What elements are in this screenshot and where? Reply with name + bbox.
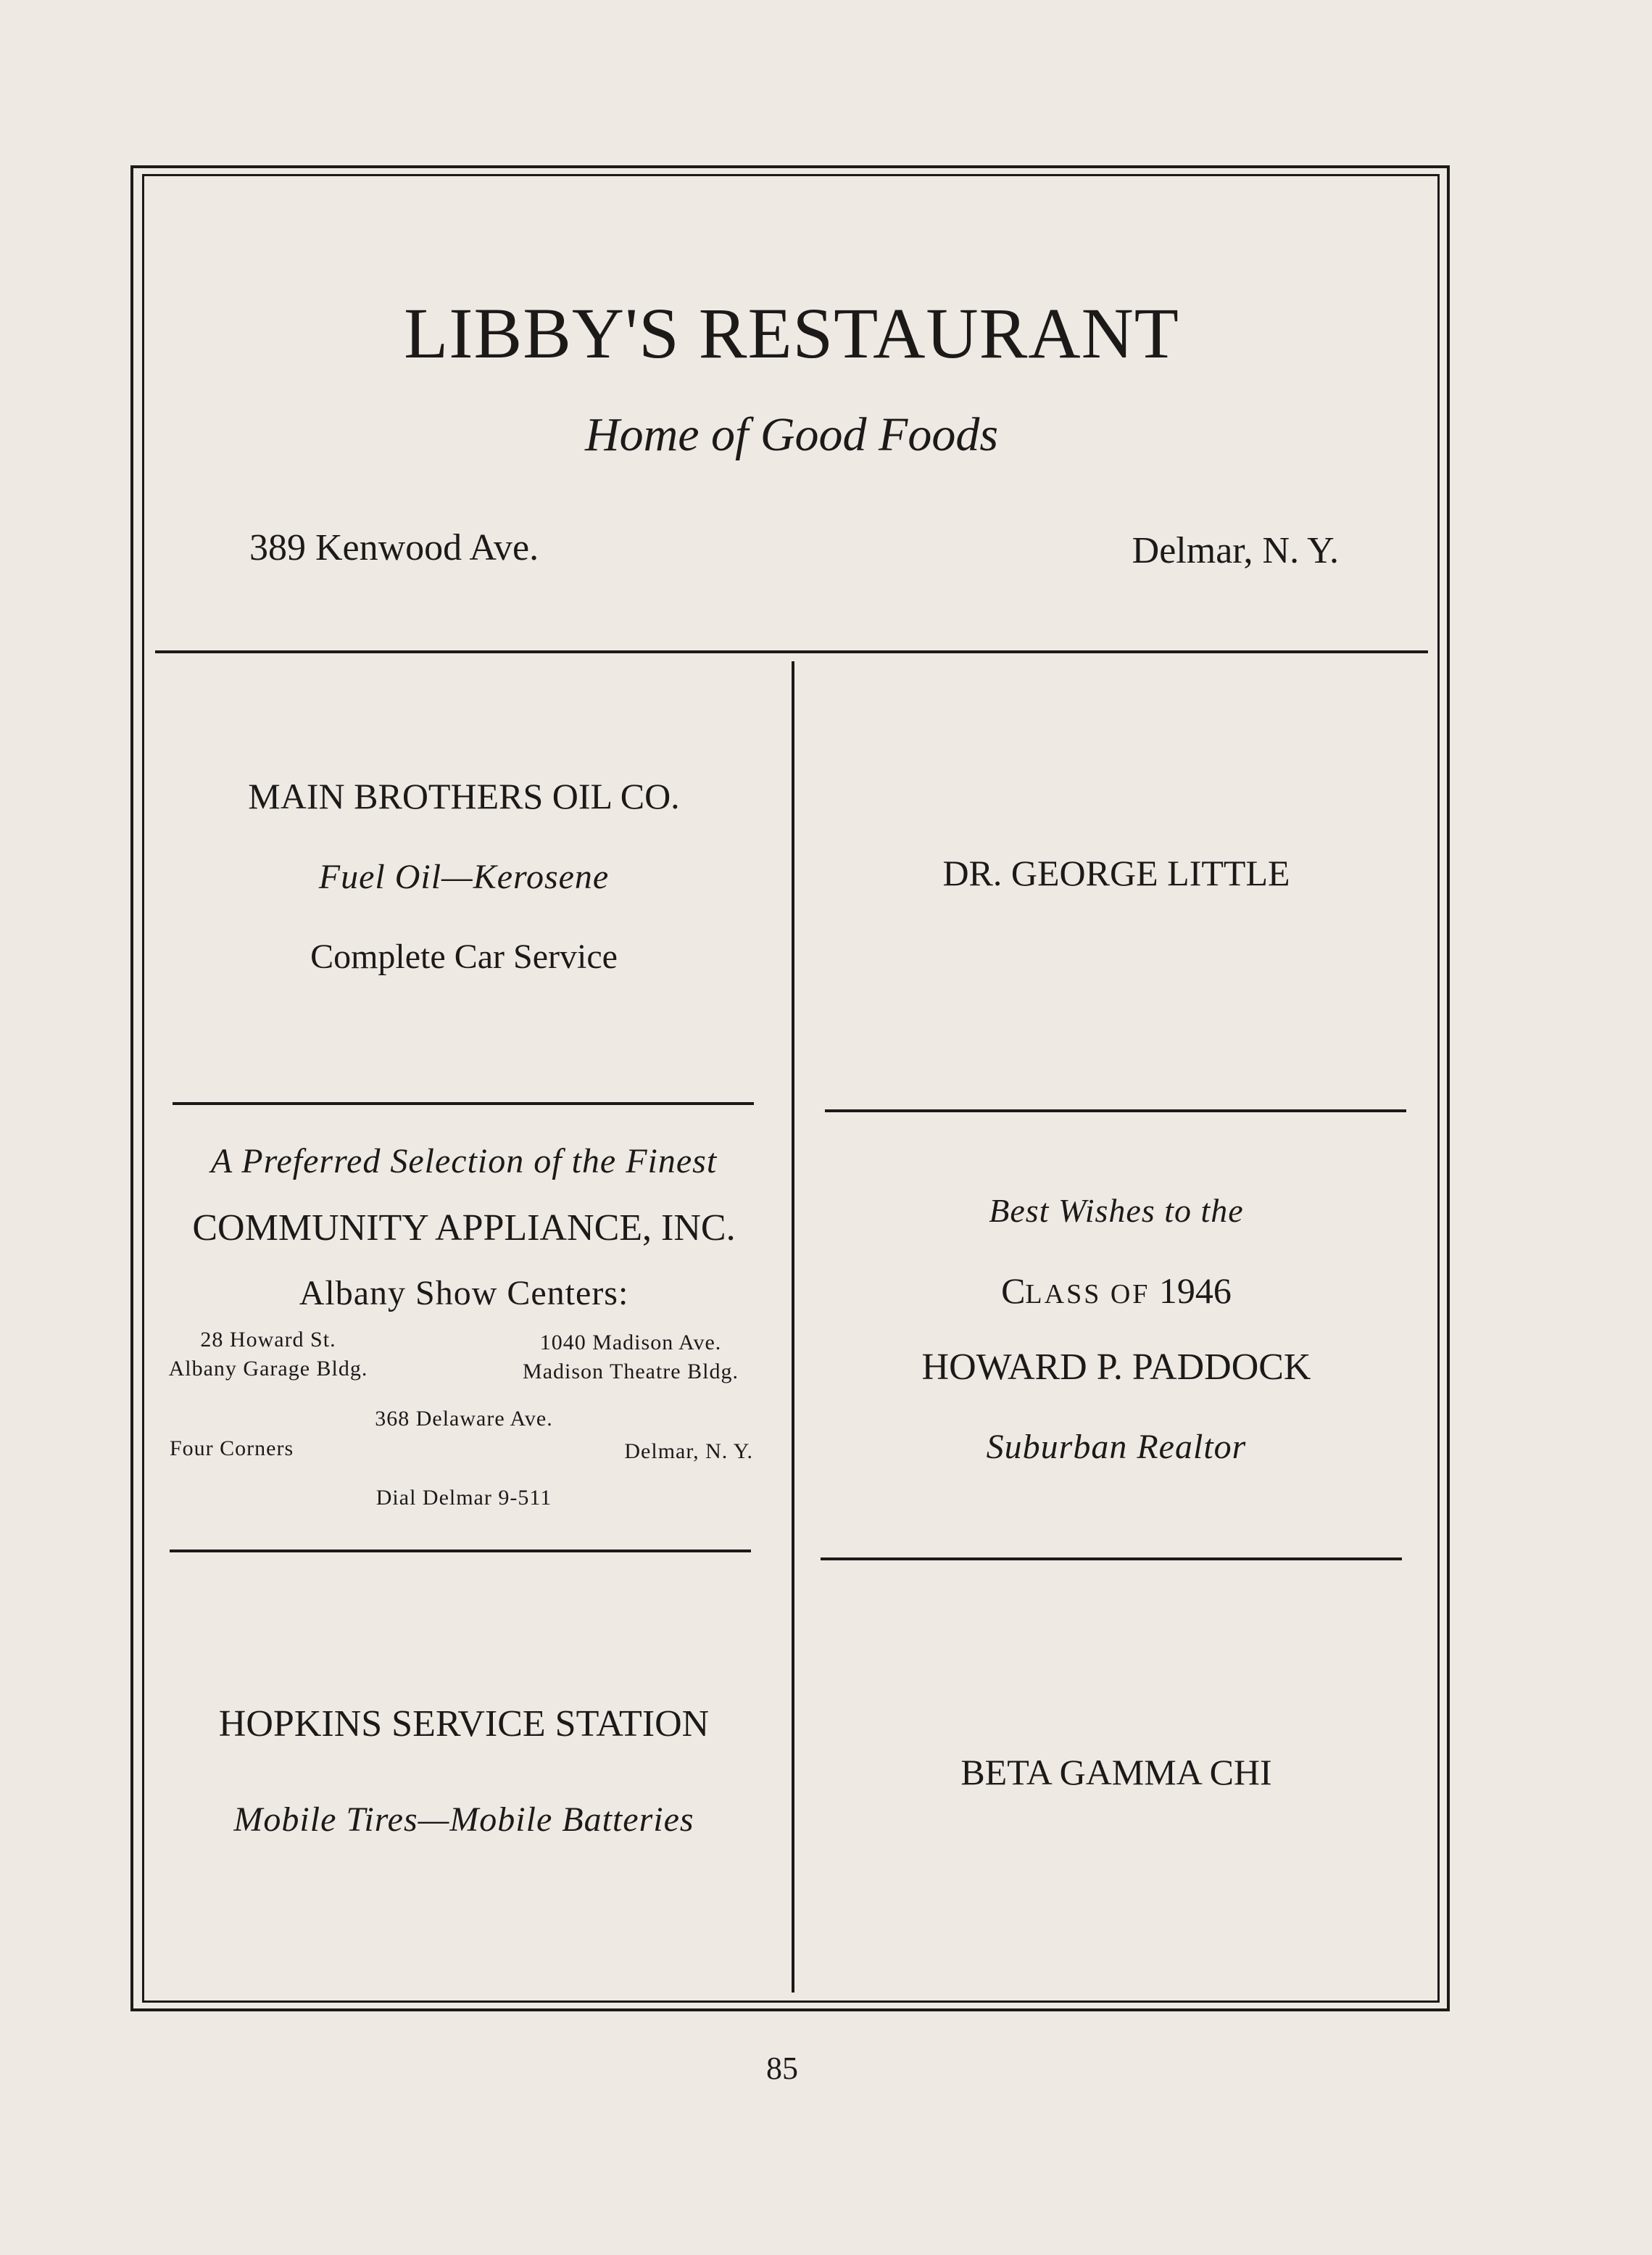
right-divider-2 <box>821 1557 1402 1560</box>
loc3-street: 368 Delaware Ave. <box>375 1407 553 1431</box>
loc1-building: Albany Garage Bldg. <box>168 1357 368 1381</box>
paddock-title: Suburban Realtor <box>986 1428 1247 1466</box>
paddock-name: HOWARD P. PADDOCK <box>921 1346 1311 1388</box>
class-of: OF <box>1110 1279 1150 1309</box>
loc1-street: 28 Howard St. <box>200 1328 336 1352</box>
community-centers-label: Albany Show Centers: <box>299 1274 629 1312</box>
main-brothers-service: Complete Car Service <box>310 938 618 976</box>
left-divider-1 <box>173 1102 754 1105</box>
loc2-street: 1040 Madison Ave. <box>539 1331 722 1354</box>
main-brothers-products: Fuel Oil—Kerosene <box>318 858 610 896</box>
libbys-tagline: Home of Good Foods <box>584 408 999 461</box>
class-initial: C <box>1001 1270 1026 1311</box>
community-dial: Dial Delmar 9-511 <box>375 1486 552 1510</box>
top-divider <box>155 650 1428 653</box>
left-divider-2 <box>170 1549 751 1552</box>
class-year: 1946 <box>1158 1270 1232 1311</box>
right-divider-1 <box>825 1109 1406 1112</box>
community-slogan: A Preferred Selection of the Finest <box>210 1142 718 1180</box>
paddock-class <box>797 1267 1435 1317</box>
libbys-city: Delmar, N. Y. <box>1132 530 1339 571</box>
beta-gamma-chi-name: BETA GAMMA CHI <box>960 1752 1272 1792</box>
column-divider <box>792 661 794 1993</box>
community-name: COMMUNITY APPLIANCE, INC. <box>192 1207 736 1249</box>
page-number: 85 <box>766 2051 798 2086</box>
loc3-city: Delmar, N. Y. <box>624 1439 753 1463</box>
paddock-greeting: Best Wishes to the <box>989 1192 1244 1229</box>
community-location-1 <box>152 1325 384 1383</box>
libbys-address: 389 Kenwood Ave. <box>249 527 539 568</box>
community-location-2 <box>493 1328 768 1386</box>
hopkins-name: HOPKINS SERVICE STATION <box>218 1703 710 1745</box>
dr-little-name: DR. GEORGE LITTLE <box>942 853 1290 893</box>
loc2-building: Madison Theatre Bldg. <box>523 1360 739 1383</box>
libbys-name: LIBBY'S RESTAURANT <box>404 293 1179 373</box>
main-brothers-name: MAIN BROTHERS OIL CO. <box>248 776 680 816</box>
hopkins-products: Mobile Tires—Mobile Batteries <box>233 1800 694 1839</box>
class-word: LASS <box>1025 1279 1102 1309</box>
loc3-area: Four Corners <box>170 1436 294 1460</box>
